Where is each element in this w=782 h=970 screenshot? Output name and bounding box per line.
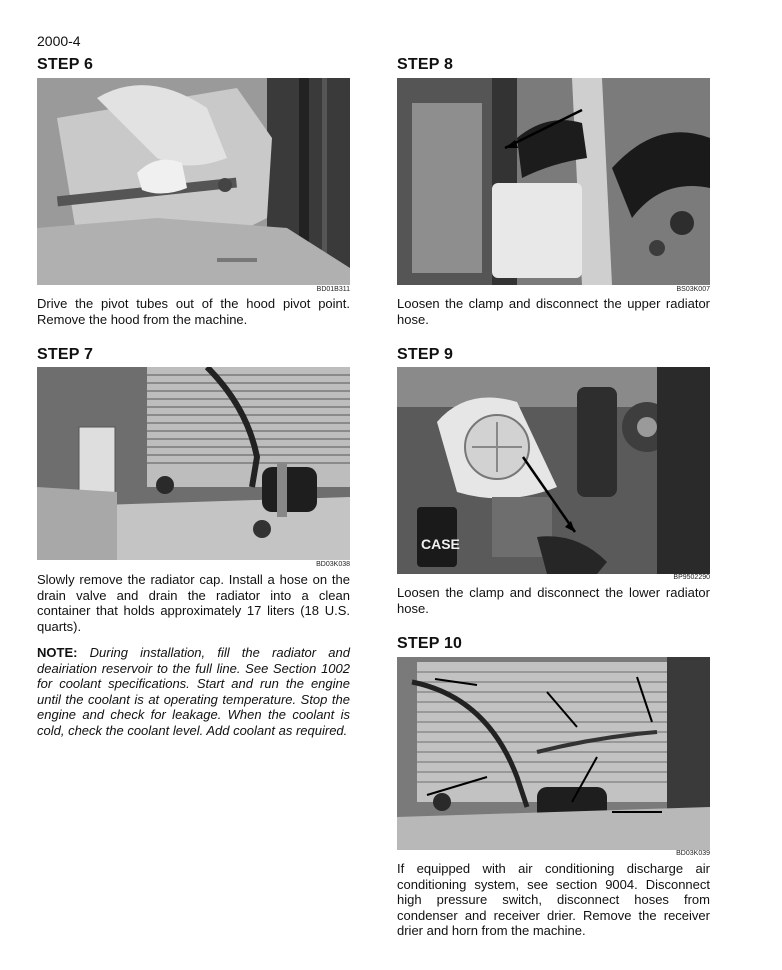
step-9-image-code: BP9502290 bbox=[673, 574, 710, 581]
step-8-photo bbox=[397, 78, 710, 285]
step-6-photo bbox=[37, 78, 350, 285]
step-7-title: STEP 7 bbox=[37, 346, 94, 363]
step-6-text: Drive the pivot tubes out of the hood pivot point. Remove the hood from the machine. bbox=[37, 296, 350, 327]
step-10-image-code: BD03K039 bbox=[676, 850, 710, 857]
ac-condenser-hoses-icon bbox=[397, 657, 710, 850]
step-7-text: Slowly remove the radiator cap. Install a hose on the drain valve and drain the radiator into a clean container that holds approximately 17 liters (18 U.S. quarts). bbox=[37, 572, 350, 634]
step-8-image-code: BS03K007 bbox=[676, 286, 710, 293]
step-6-title: STEP 6 bbox=[37, 56, 94, 73]
page-number: 2000-4 bbox=[37, 33, 81, 49]
step-8-text: Loosen the clamp and disconnect the upper radiator hose. bbox=[397, 296, 710, 327]
step-8-title: STEP 8 bbox=[397, 56, 454, 73]
step-7-note bbox=[37, 645, 350, 738]
step-9-photo bbox=[397, 367, 710, 574]
step-7-image-code: BD03K038 bbox=[316, 561, 350, 568]
step-10-title: STEP 10 bbox=[397, 635, 463, 652]
hand-driving-pivot-tube-icon bbox=[37, 78, 350, 285]
step-9-title: STEP 9 bbox=[397, 346, 454, 363]
step-7-photo bbox=[37, 367, 350, 560]
note-text: During installation, fill the radiator and deairiation reservoir to the full line. See Section 1002 for coolant specifications. Start and run the engine until the coolant is at operating temperature. Stop the engine and check for leakage. When the coolant is cold, check the coolant level. Add coolant as required. bbox=[37, 645, 350, 738]
upper-radiator-hose-icon bbox=[397, 78, 710, 285]
step-10-photo bbox=[397, 657, 710, 850]
step-10-text: If equipped with air conditioning discharge air conditioning system, see section 9004. Disconnect high pressure switch, disconnect hoses from condenser and receiver drier. Remove the receiver drier and horn from the machine. bbox=[397, 861, 710, 938]
case-logo: CASE bbox=[421, 536, 460, 552]
radiator-drain-icon bbox=[37, 367, 350, 560]
lower-radiator-hose-icon bbox=[397, 367, 710, 574]
step-6-image-code: BD01B311 bbox=[316, 286, 350, 293]
note-label: NOTE: bbox=[37, 645, 78, 660]
step-9-text: Loosen the clamp and disconnect the lower radiator hose. bbox=[397, 585, 710, 616]
